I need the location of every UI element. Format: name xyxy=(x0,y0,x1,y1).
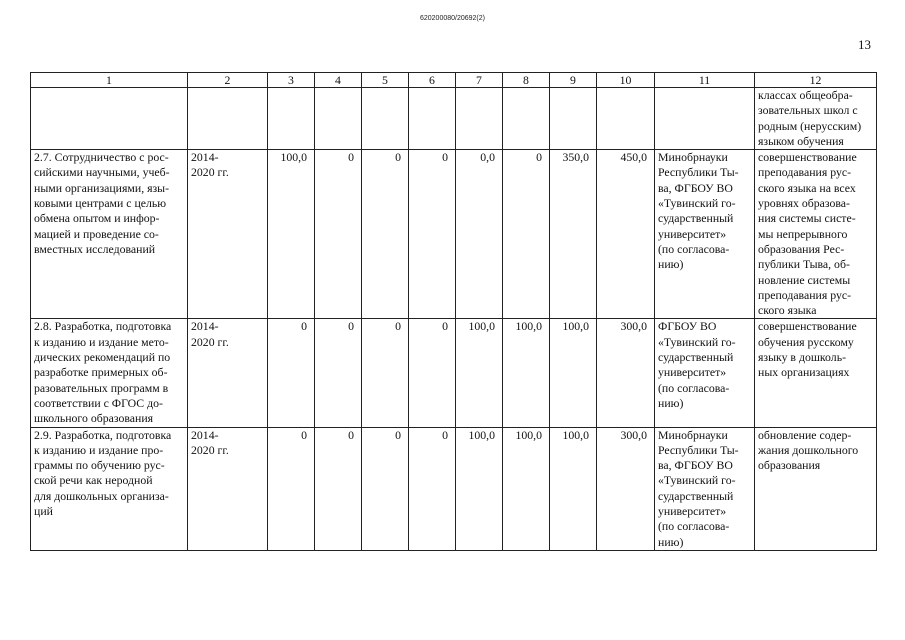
table-cell: Минобрнауки Республики Ты- ва, ФГБОУ ВО «Тувинский го- сударственный университет» (по согласова- нию) xyxy=(655,427,755,550)
table-cell: 0 xyxy=(268,427,315,550)
table-cell: 2014- 2020 гг. xyxy=(188,319,268,427)
table-cell xyxy=(31,88,188,150)
table-cell: 100,0 xyxy=(503,427,550,550)
column-header: 10 xyxy=(597,73,655,88)
table-cell xyxy=(315,88,362,150)
table-cell xyxy=(362,88,409,150)
table-cell: 2.7. Сотрудничество с рос- сийскими научными, учеб- ными организациями, язы- ковыми центрами с целью обмена опытом и инфор- мацией и проведение со- вместных исследований xyxy=(31,150,188,319)
table-cell xyxy=(456,88,503,150)
table-cell: 0 xyxy=(362,150,409,319)
column-header: 4 xyxy=(315,73,362,88)
table-cell xyxy=(655,88,755,150)
table-cell xyxy=(268,88,315,150)
table-cell xyxy=(597,88,655,150)
table-row xyxy=(31,427,877,550)
table-cell: 0,0 xyxy=(456,150,503,319)
column-header: 8 xyxy=(503,73,550,88)
table-cell: 2.8. Разработка, подготовка к изданию и издание мето- дических рекомендаций по разработке примерных об- разовательных программ в соответствии с ФГОС до- школьного образования xyxy=(31,319,188,427)
table-cell: совершенствование обучения русскому языку в дошколь- ных организациях xyxy=(755,319,877,427)
table-cell: 300,0 xyxy=(597,319,655,427)
column-header: 11 xyxy=(655,73,755,88)
table-cell: 0 xyxy=(315,319,362,427)
table-cell: совершенствование преподавания рус- ского языка на всех уровнях образова- ния системы систе- мы непрерывного образования Рес- публики Тыва, об- новление системы преподавания рус- ского языка xyxy=(755,150,877,319)
column-header: 2 xyxy=(188,73,268,88)
table-cell xyxy=(550,88,597,150)
table-cell xyxy=(188,88,268,150)
table-cell: 2014- 2020 гг. xyxy=(188,150,268,319)
table-cell: 100,0 xyxy=(550,319,597,427)
table-cell: 0 xyxy=(409,150,456,319)
column-header: 3 xyxy=(268,73,315,88)
table-cell: ФГБОУ ВО «Тувинский го- сударственный университет» (по согласова- нию) xyxy=(655,319,755,427)
table-cell: 350,0 xyxy=(550,150,597,319)
table-cell: 100,0 xyxy=(550,427,597,550)
column-header: 7 xyxy=(456,73,503,88)
table-cell xyxy=(503,88,550,150)
header-row xyxy=(31,73,877,88)
table-cell: 0 xyxy=(409,319,456,427)
table-cell: 450,0 xyxy=(597,150,655,319)
table-cell xyxy=(409,88,456,150)
table-cell: 2.9. Разработка, подготовка к изданию и издание про- граммы по обучению рус- ской речи как неродной для дошкольных организа- ций xyxy=(31,427,188,550)
column-header: 6 xyxy=(409,73,456,88)
document-id: 620200080/20692(2) xyxy=(419,15,485,22)
column-header: 5 xyxy=(362,73,409,88)
table-cell: 100,0 xyxy=(503,319,550,427)
table-cell: 2014- 2020 гг. xyxy=(188,427,268,550)
table-cell: Минобрнауки Республики Ты- ва, ФГБОУ ВО «Тувинский го- сударственный университет» (по согласова- нию) xyxy=(655,150,755,319)
table-cell: обновление содер- жания дошкольного образования xyxy=(755,427,877,550)
table-cell: 0 xyxy=(315,150,362,319)
table-cell: 0 xyxy=(315,427,362,550)
table-cell: 0 xyxy=(268,319,315,427)
program-activities-table xyxy=(30,72,877,551)
table-cell: 0 xyxy=(409,427,456,550)
table-row xyxy=(31,150,877,319)
table-row xyxy=(31,319,877,427)
table-row xyxy=(31,88,877,150)
page-number: 13 xyxy=(858,37,871,52)
column-header: 9 xyxy=(550,73,597,88)
table-cell: классах общеобра- зовательных школ с родным (нерусским) языком обучения xyxy=(755,88,877,150)
table-cell: 0 xyxy=(503,150,550,319)
column-header: 1 xyxy=(31,73,188,88)
table-cell: 100,0 xyxy=(456,427,503,550)
table-cell: 100,0 xyxy=(456,319,503,427)
table-cell: 300,0 xyxy=(597,427,655,550)
table-cell: 0 xyxy=(362,427,409,550)
table-cell: 100,0 xyxy=(268,150,315,319)
table-cell: 0 xyxy=(362,319,409,427)
column-header: 12 xyxy=(755,73,877,88)
